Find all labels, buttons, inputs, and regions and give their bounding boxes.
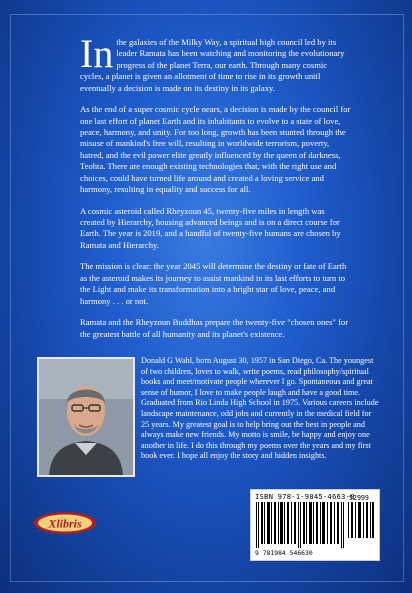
price-barcode-icon [348, 502, 374, 538]
blurb-paragraph-1 [80, 31, 351, 94]
logo-text: Xlibris [48, 516, 82, 531]
blurb-paragraph-2: As the end of a super cosmic cycle nears, a decision is made by the council for one last effort of planet Earth and its inhabitants to evolve to a state of love, peace, harmony, and unity. For too long, growth has been stunted through the misuse of mankind's free will, resulting in worldwide terrorism, poverty, hatred, and the evil power elite greatly influenced by the queen of darkness, Teohta. There are enough existing technologies that, with the right use and choices, could have turned life around and created a loving service and harmony, resulting in equality and success for all. [80, 104, 351, 195]
xlibris-logo [33, 510, 97, 536]
author-portrait-image [39, 359, 133, 475]
barcode-bars-icon [256, 502, 344, 548]
isbn-barcode [250, 489, 380, 561]
author-photo [37, 357, 135, 477]
isbn-number: 9 781984 546630 [255, 549, 313, 557]
blurb-paragraph-3: A cosmic asteroid called Rheyzoun 45, twenty-five miles in length was created by Hierarchy, housing advanced beings and is on a direct course for Earth. The year is 2019, and a handful of twenty-five humans are chosen by Ramata and Hierarchy. [80, 205, 341, 250]
isbn-label: ISBN 978-1-9845-4663-0 [255, 492, 355, 501]
blurb-paragraph-4: The mission is clear: the year 2045 will determine the destiny or fate of Earth as the asteroid makes its journey to assist mankind in its last efforts to turn to the Light and make its transformation into a bright star of love, peace, and harmony . . . or not. [80, 261, 347, 306]
author-bio: Donald G Wahl, born August 30, 1957 in San Diego, Ca. The youngest of two children, loves to walk, write poems, read philosophy/spiritual books and meet/motivate people wherever I go. Spontaneous and great sense of humor, I love to make people laugh and have a good time. Graduated from Rio Linda High School in 1975. Various careers include landscape maintenance, odd jobs and currently in the medical field for 25 years. My greatest goal is to help bring out the best in people and always make new friends. My motto is smile, be happy and enjoy one another in life. I do this through my poems over the years and my first book ever. I hope all enjoy the story and hidden insights. [141, 356, 379, 461]
price-code: 52999 [349, 494, 369, 502]
drop-cap: In [80, 31, 114, 76]
book-blurb [80, 31, 351, 350]
blurb-paragraph-1-text: the galaxies of the Milky Way, a spiritual high council led by its leader Ramata has been watching and monitoring the evolutionary progress of the planet Terra, our earth. Through many cosmic cycles, a planet is given an allotment of time to rise in its growth until eventually a decision is made on its destiny in its galaxy. [80, 37, 345, 93]
blurb-paragraph-5: Ramata and the Rheyzoun Buddhas prepare the twenty-five "chosen ones" for the greatest battle of all humanity and its planet's existence. [80, 317, 349, 339]
